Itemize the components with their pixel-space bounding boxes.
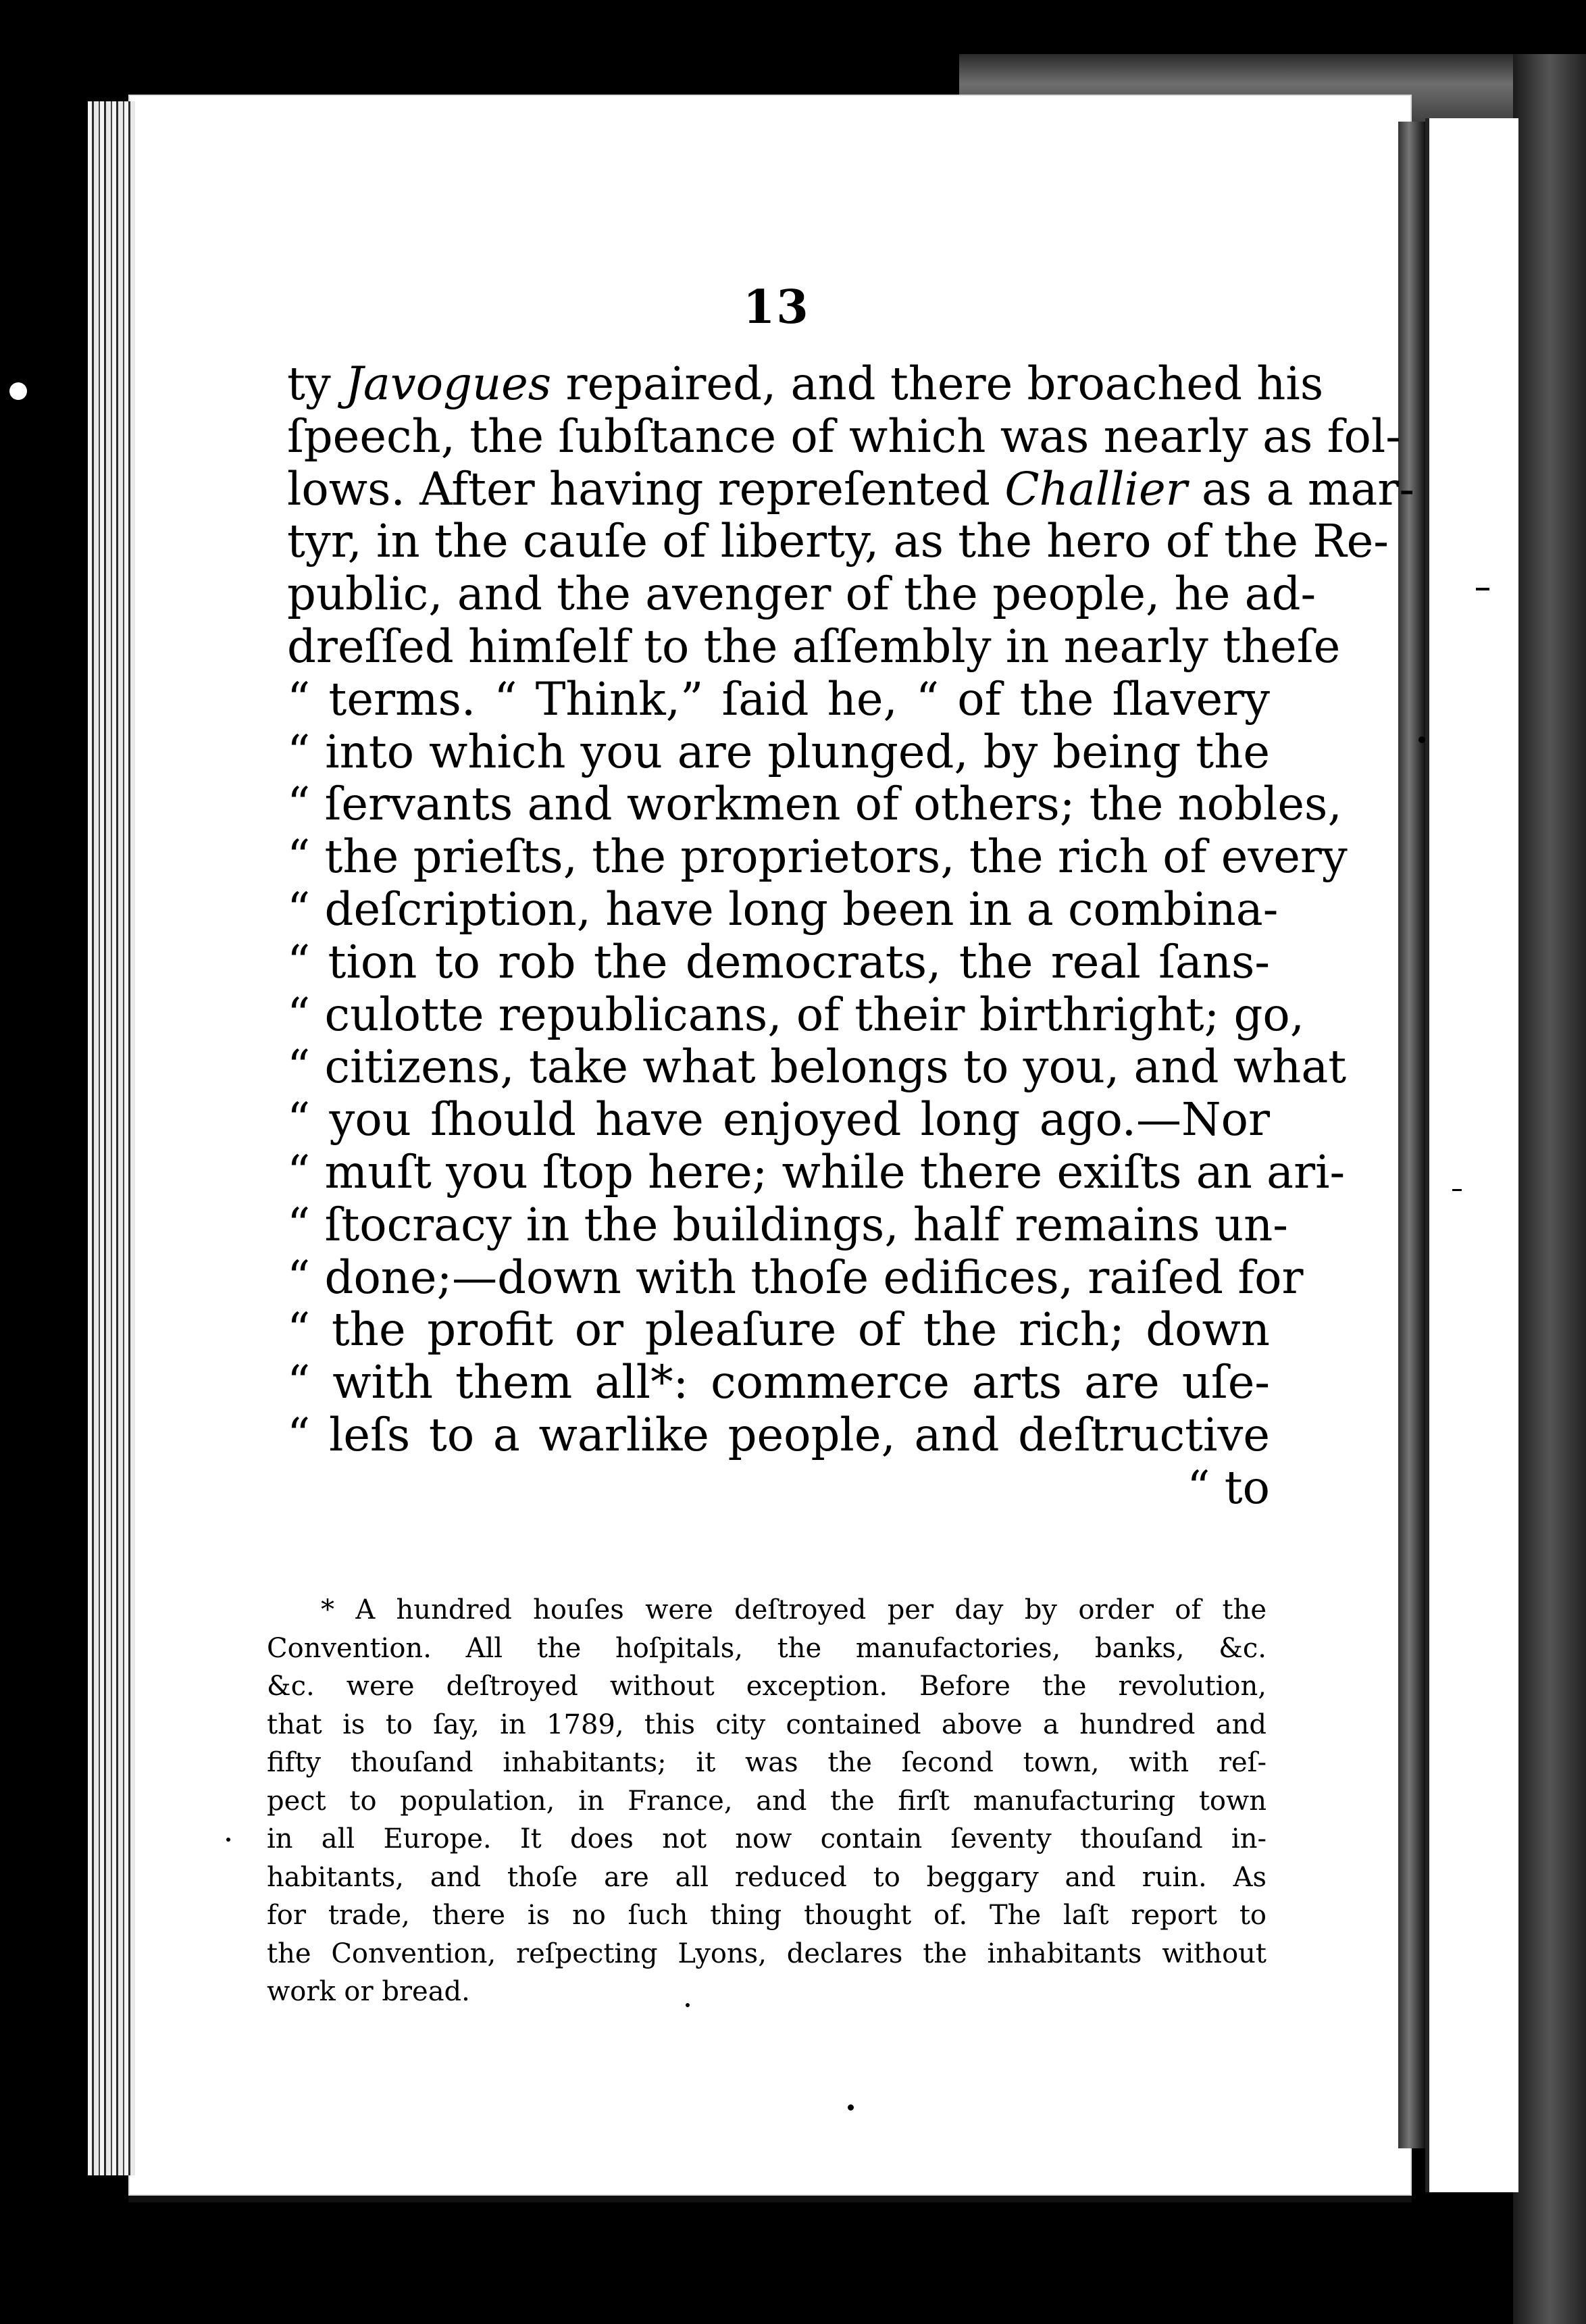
footnote-line: that is to ſay, in 1789, this city contained above a hundred and <box>267 1709 1267 1740</box>
body-line: lows. After having repreſented Challier as a mar- <box>287 462 1414 515</box>
body-line: ſpeech, the ſubſtance of which was nearly as fol- <box>287 409 1401 463</box>
book-edge-right <box>1513 54 1586 2324</box>
body-line: “ you ſhould have enjoyed long ago.—Nor <box>287 1093 1270 1146</box>
footnote-line: work or bread. <box>267 1976 470 2007</box>
body-line: “ the prieſts, the proprietors, the rich of every <box>287 830 1348 884</box>
catchword: “ to <box>1187 1461 1270 1514</box>
paper-speck <box>848 2104 854 2111</box>
footnote <box>267 1591 1267 2011</box>
body-line: “ into which you are plunged, by being the <box>287 725 1270 778</box>
body-line: tyr, in the cauſe of liberty, as the hero of the Re- <box>287 515 1389 568</box>
footnote-line: habitants, and thoſe are all reduced to beggary and ruin. As <box>267 1861 1267 1893</box>
page-edges <box>88 101 135 2175</box>
body-line: “ leſs to a warlike people, and deſtructive <box>287 1408 1270 1461</box>
paper-speck <box>1418 736 1425 743</box>
body-line: ty Javogues repaired, and there broached his <box>287 357 1324 410</box>
body-line: “ culotte republicans, of their birthright; go, <box>287 988 1304 1041</box>
body-line: “ ſtocracy in the buildings, half remains un- <box>287 1198 1288 1251</box>
footnote-line: * A hundred houſes were deſtroyed per day by order of the <box>321 1594 1267 1625</box>
body-line: “ citizens, take what belongs to you, and what <box>287 1040 1347 1094</box>
body-line: “ with them all*: commerce arts are uſe- <box>287 1356 1270 1409</box>
body-line: “ muſt you ſtop here; while there exiſts an ari- <box>287 1145 1346 1198</box>
footnote-line: the Convention, reſpecting Lyons, declares the inhabitants without <box>267 1938 1267 1969</box>
footnote-line: for trade, there is no ſuch thing thought of. The laſt report to <box>267 1900 1267 1931</box>
footnote-line: in all Europe. It does not now contain ſeventy thouſand in- <box>267 1823 1267 1854</box>
footnote-line: Convention. All the hoſpitals, the manufactories, banks, &c. <box>267 1632 1267 1664</box>
body-line: public, and the avenger of the people, he ad- <box>287 567 1316 621</box>
body-line: “ ſervants and workmen of others; the nobles, <box>287 778 1342 831</box>
facing-page-mark <box>1452 1189 1462 1191</box>
paper-speck <box>226 1838 230 1842</box>
body-line: “ deſcription, have long been in a combina- <box>287 882 1279 936</box>
body-line: dreſſed himſelf to the aſſembly in nearly theſe <box>287 620 1341 673</box>
body-line: “ terms. “ Think,” ſaid he, “ of the ſlavery <box>287 672 1270 726</box>
footnote-line: fifty thouſand inhabitants; it was the ſecond town, with reſ- <box>267 1747 1267 1778</box>
body-line: “ done;—down with thoſe edifices, raiſed for <box>287 1251 1304 1304</box>
scan-artifact-dot <box>9 382 27 400</box>
footnote-line: &c. were deſtroyed without exception. Before the revolution, <box>267 1671 1267 1702</box>
body-line: “ the profit or pleaſure of the rich; down <box>287 1303 1270 1357</box>
page-number: 13 <box>743 280 810 334</box>
body-text <box>287 357 1414 1515</box>
body-line: “ tion to rob the democrats, the real ſans- <box>287 935 1270 988</box>
footnote-line: pect to population, in France, and the firſt manufacturing town <box>267 1785 1267 1817</box>
paper-speck <box>686 2003 690 2007</box>
facing-page <box>1425 118 1518 2192</box>
facing-page-mark <box>1476 588 1489 590</box>
book-gutter <box>1398 122 1425 2148</box>
